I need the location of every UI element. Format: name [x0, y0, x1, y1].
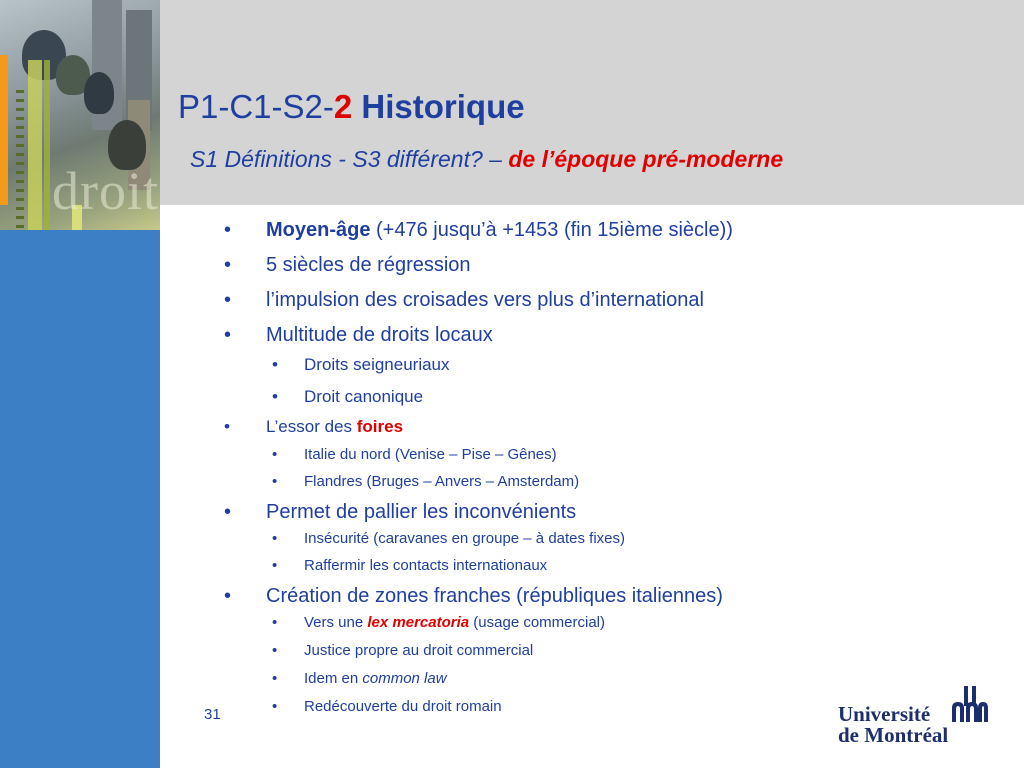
title-number: 2 — [333, 88, 353, 125]
sub-bullet-italie: • Italie du nord (Venise – Pise – Gênes) — [220, 446, 1000, 463]
slide-subtitle — [190, 146, 783, 173]
campus-photo — [0, 0, 160, 230]
essor-prefix: L’essor des — [266, 417, 357, 436]
vers-une-prefix: Vers une — [304, 614, 368, 631]
sub-bullet-justice: • Justice propre au droit commercial — [220, 642, 1000, 659]
bullet-croisades: • l’impulsion des croisades vers plus d’international — [220, 289, 1000, 312]
sub-bullet-raffermir: • Raffermir les contacts internationaux — [220, 557, 1000, 574]
sub-bullet-canonique: • Droit canonique — [220, 387, 1000, 407]
bullet-moyen-age — [220, 219, 1000, 242]
slide-title — [178, 88, 525, 126]
sub-bullet-insecurite: • Insécurité (caravanes en groupe – à dates fixes) — [220, 530, 1000, 547]
sub-bullet-flandres: • Flandres (Bruges – Anvers – Amsterdam) — [220, 473, 1000, 490]
universite-de-montreal-logo — [838, 684, 998, 748]
idem-prefix: Idem en — [304, 670, 363, 687]
logo-line-de-montreal: de Montréal — [838, 723, 949, 747]
title-prefix: P1-C1-S2- — [178, 88, 334, 125]
sub-bullet-lex-mercatoria — [220, 614, 1000, 631]
sub-bullet-droit-romain: • Redécouverte du droit romain — [220, 698, 1000, 715]
bullet-essor — [220, 417, 1000, 437]
subtitle-prefix: S1 Définitions - S3 différent? – — [190, 146, 509, 172]
sub-bullet-seigneuriaux: • Droits seigneuriaux — [220, 355, 1000, 375]
bullet-pallier: • Permet de pallier les inconvénients — [220, 501, 1000, 524]
bullet-droits-locaux: • Multitude de droits locaux — [220, 324, 1000, 347]
title-word: Historique — [361, 88, 525, 125]
vers-une-suffix: (usage commercial) — [469, 614, 605, 631]
common-law-italic: common law — [362, 670, 447, 687]
moyen-age-label: Moyen-âge — [266, 219, 371, 241]
logo-line-universite: Université — [838, 702, 931, 726]
bullet-zones-franches: • Création de zones franches (républiques italiennes) — [220, 585, 1000, 608]
page-number: 31 — [204, 706, 221, 723]
photo-watermark-word: droit — [52, 161, 159, 221]
subtitle-highlight: de l’époque pré-moderne — [508, 146, 784, 172]
bullet-regression: • 5 siècles de régression — [220, 254, 1000, 277]
university-logo-mark-icon — [950, 686, 990, 722]
essor-highlight: foires — [356, 417, 404, 436]
decorative-dot-column — [16, 90, 24, 230]
bullet-list — [220, 219, 1000, 715]
moyen-age-dates: (+476 jusqu’à +1453 (fin 15ième siècle)) — [370, 219, 733, 241]
lex-mercatoria-highlight: lex mercatoria — [367, 614, 470, 631]
